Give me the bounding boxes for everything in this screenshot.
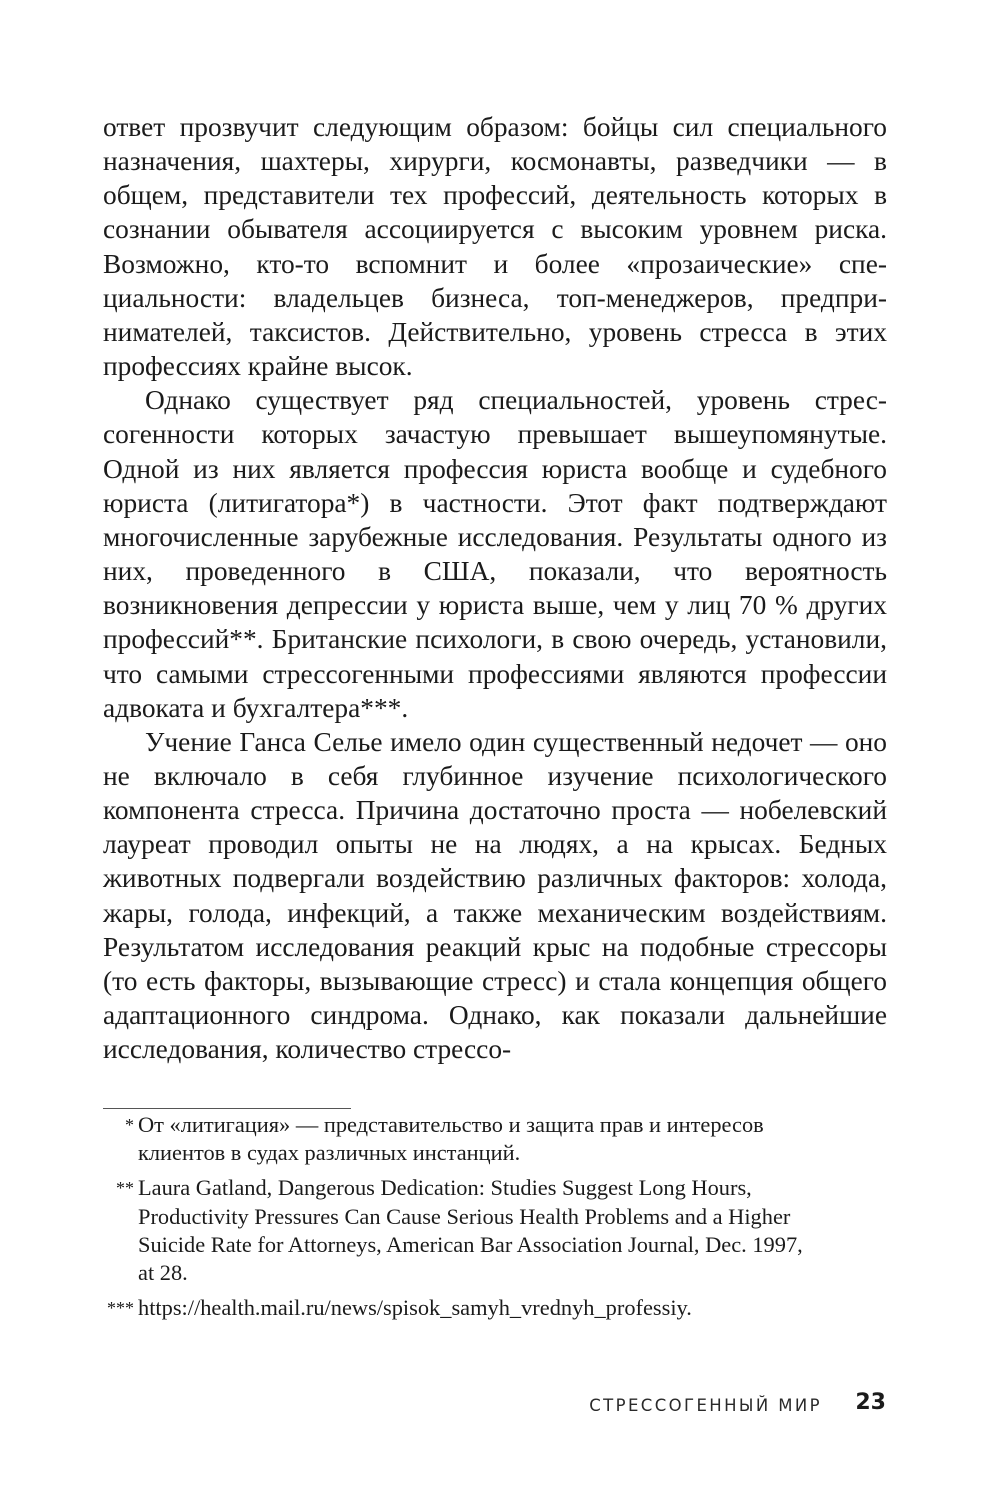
footnote-mark: ** <box>116 1178 134 1199</box>
page-number: 23 <box>855 1390 886 1415</box>
paragraph-1: ответ прозвучит следующим образом: бойцы сил специального назначения, шахтеры, хирурги, космонавты, разведчики — в общем, представители тех профессий, деятельность которых в сознании обывателя ассоциируется с высоким уровнем риска. Возможно, кто-то вспомнит и более «прозаические» специальности: владельцев бизнеса, топ-менеджеров, предпринимателей, таксистов. Действительно, уровень стресса в этих профессиях крайне высок. <box>103 112 887 382</box>
paragraph-2: Однако существует ряд специальностей, уровень стрессогенности которых зачастую превышает вышеупомянутые. Одной из них является профессия юриста вообще и судебного юриста (литигатора*) в частности. Этот факт подтверждают многочисленные зарубежные исследования. Результаты одного из них, проведенного в США, показали, что вероятность возникновения депрессии у юриста выше, чем у лиц 70 % других профессий**. Британские психологи, в свою очередь, установили, что самыми стрессогенными профессиями являются профессии адвоката и бухгалтера***. <box>103 385 887 723</box>
paragraph-3: Учение Ганса Селье имело один существенный недочет — оно не включало в себя глубинное изучение психологического компонента стресса. Причина достаточно проста — нобелевский лауреат проводил опыты не на людях, а на крысах. Бедных животных подвергали воздействию различных факторов: холода, жары, голода, инфекций, а также механическим воздействиям. Результатом исследования реакций крыс на подобные стрессоры (то есть факторы, вызывающие стресс) и стала концепция общего адаптационного синдрома. Однако, как показали дальнейшие исследования, количество стрессо- <box>103 726 887 1065</box>
footnote-url: https://health.mail.ru/news/spisok_samyh_vrednyh_professiy. <box>138 1295 692 1321</box>
footnotes <box>103 1111 823 1329</box>
footnote-mark: *** <box>107 1298 134 1319</box>
footnote-3 <box>103 1294 823 1322</box>
page-footer <box>560 1392 886 1422</box>
main-text <box>103 110 887 1066</box>
footnote-2 <box>103 1174 823 1287</box>
footnote-mark: * <box>125 1115 134 1135</box>
footnote-text: От «литигация» — представительство и защита прав и интересов клиентов в судах различных инстанций. <box>138 1112 764 1166</box>
footnote-1 <box>103 1111 823 1167</box>
footnote-separator <box>103 1108 351 1109</box>
running-title: СТРЕССОГЕННЫЙ МИР <box>589 1396 822 1415</box>
footnote-text: Laura Gatland, Dangerous Dedication: Studies Suggest Long Hours, Productivity Pressures Can Cause Serious Health Problems and a Higher Suicide Rate for Attorneys, American Bar Association Journal, Dec. 1997, at 28. <box>138 1175 803 1286</box>
